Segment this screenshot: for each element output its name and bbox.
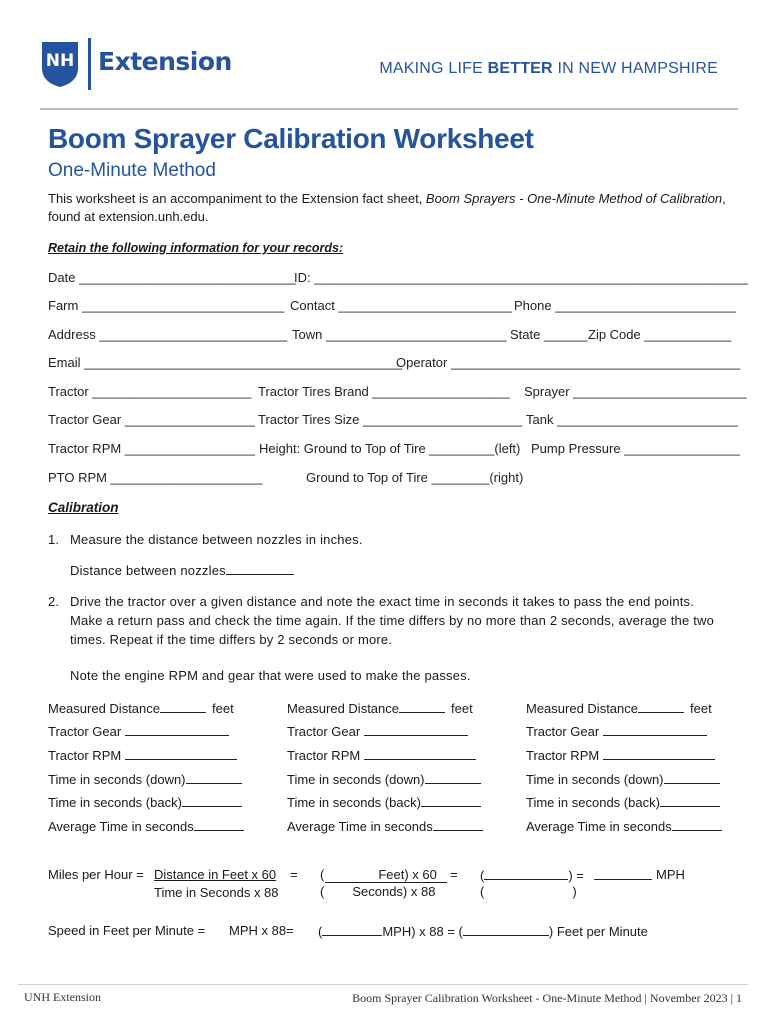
state-field[interactable]: State ______ — [510, 327, 588, 342]
town-field[interactable]: Town _________________________ — [292, 327, 507, 342]
calibration-heading: Calibration — [48, 500, 119, 515]
col-2-gear-blank[interactable] — [364, 723, 468, 736]
fpm-mph-x88: MPH x 88= — [229, 923, 294, 938]
col-3-back-field[interactable] — [526, 794, 720, 810]
step-2-number: 2. — [48, 594, 60, 609]
col-2-down-label: Time in seconds (down) — [287, 772, 425, 787]
col-1-back-blank[interactable] — [182, 794, 242, 807]
col-1-gear-blank[interactable] — [125, 723, 229, 736]
col-1-avg-label: Average Time in seconds — [48, 819, 194, 834]
pump-pressure-field[interactable]: Pump Pressure ________________ — [531, 441, 740, 456]
pto-rpm-field[interactable]: PTO RPM _____________________ — [48, 470, 263, 485]
height-left-field[interactable]: Height: Ground to Top of Tire _________(left) — [259, 441, 521, 456]
col-3-avg-field[interactable] — [526, 818, 722, 834]
col-2-rpm-field[interactable] — [287, 747, 476, 763]
col-3-down-label: Time in seconds (down) — [526, 772, 664, 787]
mph-equals-1: = — [290, 867, 298, 882]
col-2-back-label: Time in seconds (back) — [287, 795, 421, 810]
col-3-avg-label: Average Time in seconds — [526, 819, 672, 834]
col-1-avg-field[interactable] — [48, 818, 244, 834]
col-1-distance-label: Measured Distance — [48, 701, 160, 716]
col-3-gear-label: Tractor Gear — [526, 724, 600, 739]
col-3-gear-blank[interactable] — [603, 723, 707, 736]
col-2-gear-field[interactable] — [287, 723, 468, 739]
mph-equals-2: = — [450, 867, 458, 882]
tank-field[interactable]: Tank _________________________ — [526, 412, 738, 427]
address-field[interactable]: Address __________________________ — [48, 327, 288, 342]
mph-result-input[interactable]: ( ) = — [480, 867, 652, 883]
col-2-rpm-blank[interactable] — [364, 747, 476, 760]
phone-field[interactable]: Phone _________________________ — [514, 298, 736, 313]
page-title: Boom Sprayer Calibration Worksheet — [48, 123, 534, 154]
intro-paragraph: This worksheet is an accompaniment to the Extension fact sheet, Boom Sprayers - One-Minute Method of Calibration, found at extension.unh.edu. — [48, 191, 726, 224]
step-2-note: Note the engine RPM and gear that were used to make the passes. — [70, 668, 471, 683]
col-3-back-blank[interactable] — [660, 794, 720, 807]
tractor-rpm-field[interactable]: Tractor RPM __________________ — [48, 441, 255, 456]
step-1-number: 1. — [48, 532, 60, 547]
zip-field[interactable]: Zip Code ____________ — [588, 327, 732, 342]
page-subtitle: One-Minute Method — [48, 160, 216, 181]
logo-text: Extension — [98, 47, 232, 76]
col-2-back-field[interactable] — [287, 794, 481, 810]
col-1-distance-blank[interactable] — [160, 700, 206, 713]
date-field[interactable]: Date ______________________________ — [48, 270, 296, 285]
col-2-feet-unit: feet — [451, 701, 473, 716]
col-1-rpm-blank[interactable] — [125, 747, 237, 760]
nozzle-distance-field[interactable]: Distance between nozzles — [70, 561, 294, 580]
col-1-back-field[interactable] — [48, 794, 242, 810]
col-1-avg-blank[interactable] — [194, 818, 244, 831]
footer-org: UNH Extension — [24, 990, 101, 1004]
operator-field[interactable]: Operator ________________________________________ — [396, 355, 741, 370]
tractor-gear-field[interactable]: Tractor Gear __________________ — [48, 412, 255, 427]
logo-divider — [88, 38, 91, 90]
col-3-rpm-label: Tractor RPM — [526, 748, 600, 763]
col-3-distance-label: Measured Distance — [526, 701, 638, 716]
email-field[interactable]: Email ____________________________________________ — [48, 355, 403, 370]
mph-result-denominator: ( ) — [480, 884, 577, 899]
footer-info: Boom Sprayer Calibration Worksheet - One-Minute Method | November 2023 | 1 — [352, 991, 742, 1005]
mph-numerator: Distance in Feet x 60 — [154, 867, 277, 882]
col-2-down-field[interactable] — [287, 771, 481, 787]
col-2-back-blank[interactable] — [421, 794, 481, 807]
col-3-feet-unit: feet — [690, 701, 712, 716]
step-2-text: Drive the tractor over a given distance and note the exact time in seconds it takes to pass the end points. Make a return pass and check the time again. If the time differs by no more than 2 seconds, average the two times. Repeat if the time differs by 2 seconds or more. — [70, 594, 715, 647]
col-1-gear-label: Tractor Gear — [48, 724, 122, 739]
fpm-label: Speed in Feet per Minute = — [48, 923, 206, 938]
fpm-input[interactable]: ( MPH) x 88 = ( ) Feet per Minute — [318, 924, 648, 939]
feet-input[interactable]: ( Feet) x 60 — [320, 867, 437, 882]
tractor-field[interactable]: Tractor ______________________ — [48, 384, 252, 399]
col-1-rpm-field[interactable] — [48, 747, 237, 763]
sprayer-field[interactable]: Sprayer ________________________ — [524, 384, 747, 399]
mph-fraction-bar-1 — [325, 882, 447, 883]
col-3-rpm-blank[interactable] — [603, 747, 715, 760]
tractor-tires-size-field[interactable]: Tractor Tires Size ______________________ — [258, 412, 523, 427]
header-rule — [40, 108, 738, 110]
col-3-rpm-field[interactable] — [526, 747, 715, 763]
mph-denominator: Time in Seconds x 88 — [154, 885, 279, 900]
col-2-distance-label: Measured Distance — [287, 701, 399, 716]
col-2-avg-label: Average Time in seconds — [287, 819, 433, 834]
col-1-rpm-label: Tractor RPM — [48, 748, 122, 763]
retain-heading: Retain the following information for your records: — [48, 241, 344, 255]
col-2-distance-blank[interactable] — [399, 700, 445, 713]
col-3-distance-field[interactable] — [526, 700, 712, 716]
mph-unit: MPH — [656, 867, 685, 882]
col-3-distance-blank[interactable] — [638, 700, 684, 713]
step-1-text: Measure the distance between nozzles in inches. — [70, 532, 363, 547]
col-2-down-blank[interactable] — [425, 771, 481, 784]
height-right-field[interactable]: Ground to Top of Tire ________(right) — [306, 470, 524, 485]
col-1-back-label: Time in seconds (back) — [48, 795, 182, 810]
col-3-down-field[interactable] — [526, 771, 720, 787]
tagline: MAKING LIFE BETTER IN NEW HAMPSHIRE — [379, 60, 718, 77]
col-1-gear-field[interactable] — [48, 723, 229, 739]
col-1-down-blank[interactable] — [186, 771, 242, 784]
col-2-avg-blank[interactable] — [433, 818, 483, 831]
unh-shield-logo — [40, 40, 80, 88]
col-1-down-label: Time in seconds (down) — [48, 772, 186, 787]
col-1-down-field[interactable] — [48, 771, 242, 787]
col-1-feet-unit: feet — [212, 701, 234, 716]
col-2-distance-field[interactable] — [287, 700, 473, 716]
farm-field[interactable]: Farm ____________________________ — [48, 298, 285, 313]
col-2-rpm-label: Tractor RPM — [287, 748, 361, 763]
contact-field[interactable]: Contact ________________________ — [290, 298, 512, 313]
svg-text:NH: NH — [45, 51, 75, 71]
col-2-avg-field[interactable] — [287, 818, 483, 834]
col-3-gear-field[interactable] — [526, 723, 707, 739]
id-field[interactable]: ID: ____________________________________________________________ — [294, 270, 749, 285]
col-1-distance-field[interactable] — [48, 700, 234, 716]
col-3-down-blank[interactable] — [664, 771, 720, 784]
col-3-avg-blank[interactable] — [672, 818, 722, 831]
seconds-input[interactable]: ( Seconds) x 88 — [320, 884, 436, 899]
tractor-tires-brand-field[interactable]: Tractor Tires Brand ___________________ — [258, 384, 510, 399]
col-3-back-label: Time in seconds (back) — [526, 795, 660, 810]
col-2-gear-label: Tractor Gear — [287, 724, 361, 739]
mph-label: Miles per Hour = — [48, 867, 144, 882]
footer-rule — [18, 984, 748, 985]
